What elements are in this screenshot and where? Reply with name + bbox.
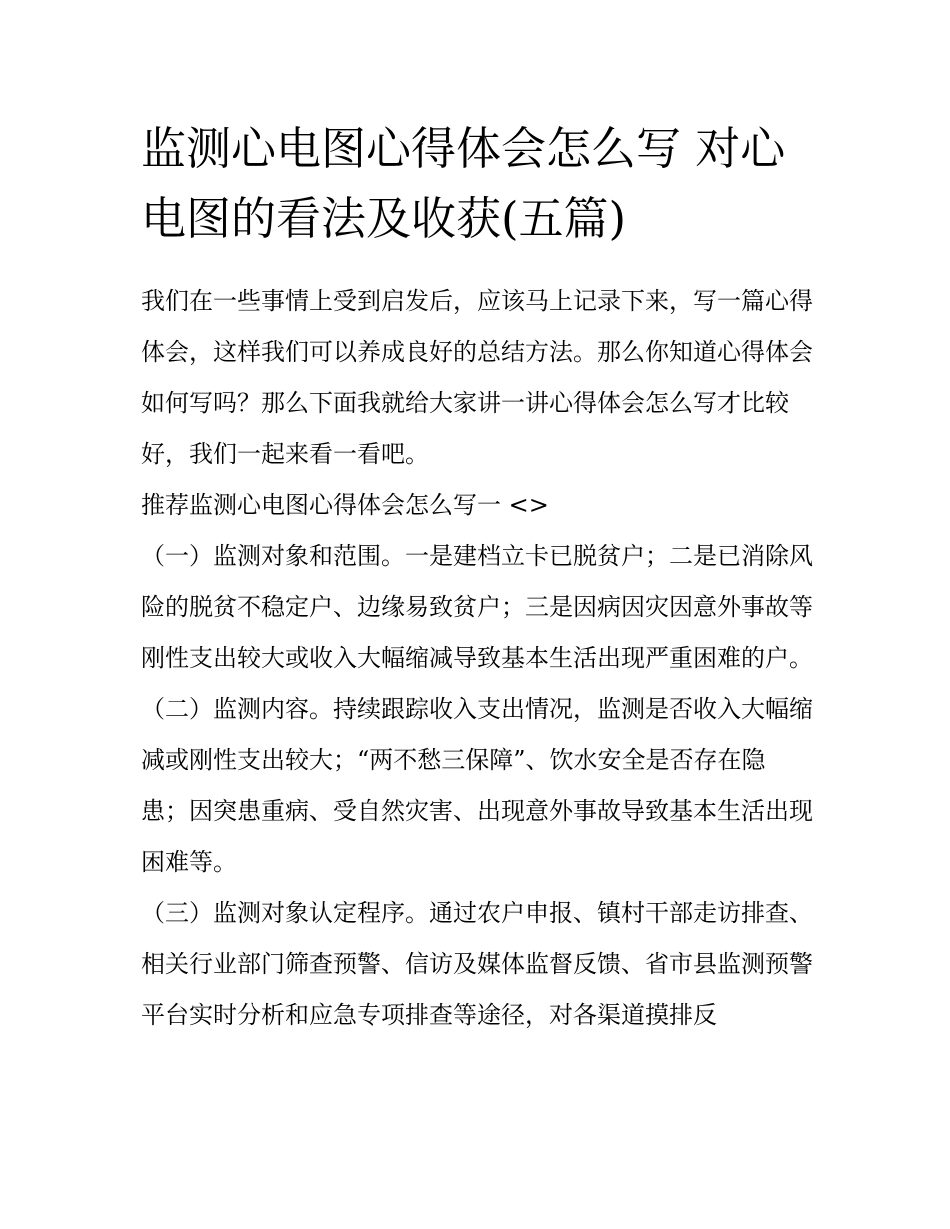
section-heading: 推荐监测心电图心得体会怎么写一 <>: [141, 491, 549, 519]
paragraph-monitoring-content: （二）监测内容。持续跟踪收入支出情况，监测是否收入大幅缩减或刚性支出较大；“两不愁三保障”、饮水安全是否存在隐患；因突患重病、受自然灾害、出现意外事故导致基本生活出现困难等。: [141, 695, 813, 876]
intro-paragraph: 我们在一些事情上受到启发后，应该马上记录下来，写一篇心得体会，这样我们可以养成良好的总结方法。那么你知道心得体会如何写吗？那么下面我就给大家讲一讲心得体会怎么写才比较好，我们一起来看一看吧。: [141, 287, 813, 468]
document-body: [141, 276, 813, 1041]
document-title: 监测心电图心得体会怎么写 对心电图的看法及收获(五篇): [141, 122, 786, 245]
paragraph-monitoring-scope: （一）监测对象和范围。一是建档立卡已脱贫户；二是已消除风险的脱贫不稳定户、边缘易致贫户；三是因病因灾因意外事故等刚性支出较大或收入大幅缩减导致基本生活出现严重困难的户。: [141, 542, 813, 672]
paragraph-identification-procedure: （三）监测对象认定程序。通过农户申报、镇村干部走访排查、相关行业部门筛查预警、信访及媒体监督反馈、省市县监测预警平台实时分析和应急专项排查等途径，对各渠道摸排反: [141, 899, 813, 1029]
